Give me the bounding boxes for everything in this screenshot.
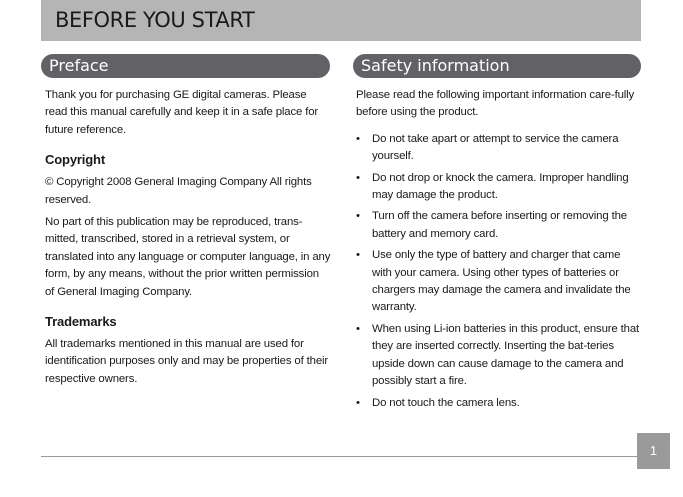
trademarks-body: All trademarks mentioned in this manual are used for identification purposes only and may be properties of their respective owners. [45,338,329,385]
section-heading-preface: Preface [41,54,330,78]
list-item-text: Turn off the camera before inserting or removing the battery and memory card. [372,210,627,240]
bullet-icon: • [356,396,360,409]
list-item-text: Do not touch the camera lens. [372,396,520,409]
safety-intro: Please read the following important information care-fully before using the product. [356,89,635,119]
list-item [356,170,642,205]
list-item [356,131,642,166]
trademarks-heading: Trademarks [45,314,117,330]
page-title: BEFORE YOU START [55,8,255,32]
list-item [356,395,642,412]
safety-list [356,131,642,412]
bullet-icon: • [356,210,360,223]
page-header [41,0,641,41]
bullet-icon: • [356,132,360,145]
list-item [356,321,642,391]
copyright-notice: © Copyright 2008 General Imaging Company All rights reserved. [45,176,312,206]
preface-column [45,87,331,393]
preface-intro: Thank you for purchasing GE digital cameras. Please read this manual carefully and keep it in a safe place for future reference. [45,89,319,136]
section-heading-safety: Safety information [353,54,641,78]
safety-column [356,87,642,416]
copyright-body: No part of this publication may be reproduced, trans-mitted, transcribed, stored in a retrieval system, or translated into any language or computer language, in any form, by any means, without the prior written permission of General Imaging Company. [45,216,331,298]
list-item [356,247,642,317]
bullet-icon: • [356,249,360,262]
bullet-icon: • [356,171,360,184]
list-item-text: Do not take apart or attempt to service the camera yourself. [372,132,619,163]
list-item-text: Do not drop or knock the camera. Improper handling may damage the product. [372,171,629,202]
list-item-text: When using Li-ion batteries in this product, ensure that they are inserted correctly. Inserting the bat-teries upside down can cause damage to the camera and possibly start a fire. [372,322,640,388]
list-item [356,208,642,243]
page-number: 1 [637,433,670,469]
copyright-heading: Copyright [45,152,106,168]
bullet-icon: • [356,322,360,335]
list-item-text: Use only the type of battery and charger that came with your camera. Using other types of batteries or chargers may damage the camera and invalidate the warranty. [372,249,631,314]
footer-divider [41,456,641,457]
